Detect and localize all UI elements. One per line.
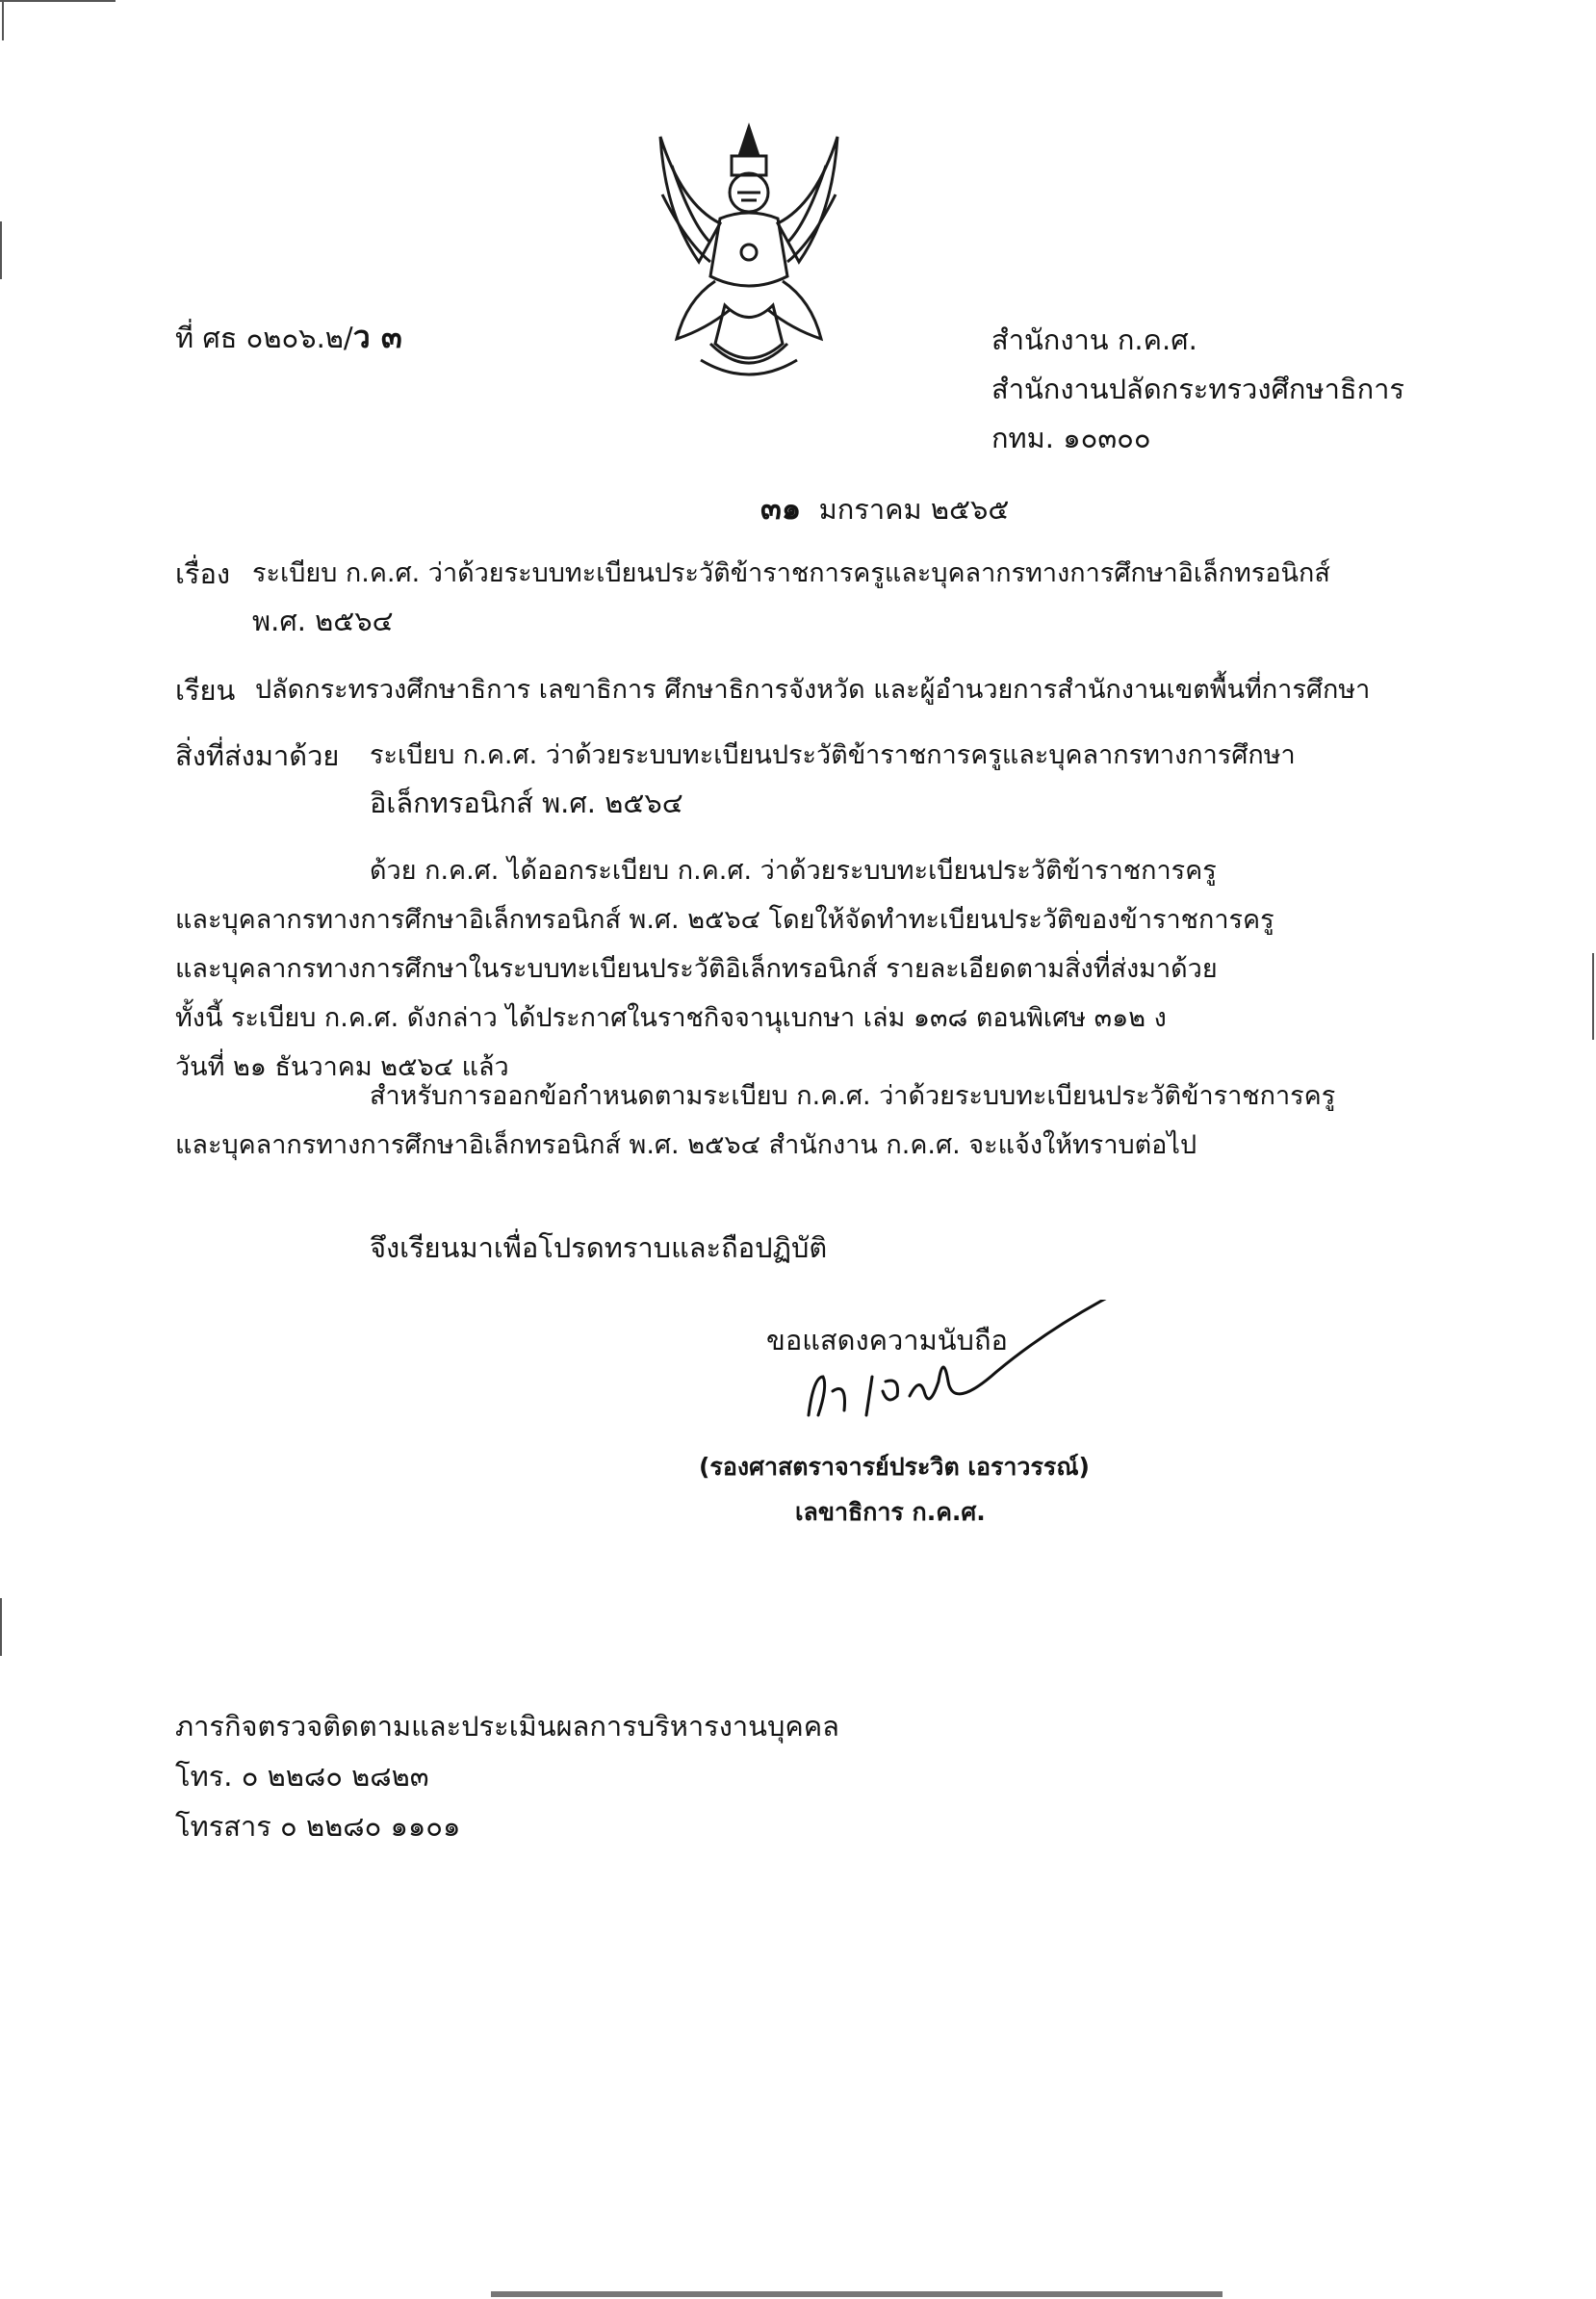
paragraph-1-line-4: ทั้งนี้ ระเบียบ ก.ค.ศ. ดังกล่าว ได้ประกาศในราชกิจจานุเบกษา เล่ม ๑๓๘ ตอนพิเศษ ๓๑๒ ง: [175, 1003, 1167, 1033]
recipient-text: ปลัดกระทรวงศึกษาธิการ เลขาธิการ ศึกษาธิการจังหวัด และผู้อำนวยการสำนักงานเขตพื้นที่การศึกษา: [255, 675, 1371, 705]
scan-edge-mark: [1592, 953, 1594, 1040]
subject-label: เรื่อง: [175, 557, 231, 590]
document-date: [760, 489, 1009, 529]
date-month-year: มกราคม ๒๕๖๕: [818, 493, 1010, 526]
reference-handwritten: ว ๓: [352, 319, 402, 355]
scan-edge-mark: [0, 0, 116, 2]
enclosure-line-2: อิเล็กทรอนิกส์ พ.ศ. ๒๕๖๔: [370, 787, 683, 819]
subject-line-2: พ.ศ. ๒๕๖๔: [252, 605, 394, 637]
scan-edge-mark: [491, 2291, 1223, 2297]
footer-phone: โทร. ๐ ๒๒๘๐ ๒๘๒๓: [175, 1760, 429, 1793]
paragraph-2-line-2: และบุคลากรทางการศึกษาอิเล็กทรอนิกส์ พ.ศ. ๒๕๖๔ สำนักงาน ก.ค.ศ. จะแจ้งให้ทราบต่อไป: [175, 1130, 1197, 1160]
office-postcode: กทม. ๑๐๓๐๐: [991, 422, 1151, 454]
subject-line-1: ระเบียบ ก.ค.ศ. ว่าด้วยระบบทะเบียนประวัติข้าราชการครูและบุคลากรทางการศึกษาอิเล็กทรอนิกส์: [252, 558, 1330, 588]
paragraph-1-line-2: และบุคลากรทางการศึกษาอิเล็กทรอนิกส์ พ.ศ. ๒๕๖๔ โดยให้จัดทำทะเบียนประวัติของข้าราชการครู: [175, 905, 1274, 935]
recipient-label: เรียน: [175, 674, 236, 707]
paragraph-1-line-3: และบุคลากรทางการศึกษาในระบบทะเบียนประวัติอิเล็กทรอนิกส์ รายละเอียดตามสิ่งที่ส่งมาด้วย: [175, 954, 1218, 984]
office-name: สำนักงาน ก.ค.ศ.: [991, 323, 1197, 356]
signatory-name: (รองศาสตราจารย์ประวิต เอราวรรณ์): [699, 1453, 1090, 1481]
paragraph-1-line-1: ด้วย ก.ค.ศ. ได้ออกระเบียบ ก.ค.ศ. ว่าด้วยระบบทะเบียนประวัติข้าราชการครู: [370, 856, 1217, 886]
office-ministry: สำนักงานปลัดกระทรวงศึกษาธิการ: [991, 373, 1404, 405]
scan-edge-mark: [0, 1598, 2, 1656]
document-reference: [175, 318, 402, 357]
handwritten-signature: [789, 1300, 1136, 1444]
paragraph-1-line-5: วันที่ ๒๑ ธันวาคม ๒๕๖๔ แล้ว: [175, 1052, 509, 1082]
enclosure-line-1: ระเบียบ ก.ค.ศ. ว่าด้วยระบบทะเบียนประวัติข้าราชการครูและบุคลากรทางการศึกษา: [370, 740, 1296, 770]
garuda-emblem-icon: [624, 108, 874, 387]
scan-edge-mark: [0, 221, 2, 279]
scan-edge-mark: [2, 2, 4, 40]
closing-salutation: ขอแสดงความนับถือ: [766, 1324, 1008, 1356]
footer-department: ภารกิจตรวจติดตามและประเมินผลการบริหารงานบุคคล: [175, 1710, 839, 1743]
paragraph-2-line-1: สำหรับการออกข้อกำหนดตามระเบียบ ก.ค.ศ. ว่าด้วยระบบทะเบียนประวัติข้าราชการครู: [370, 1081, 1336, 1111]
reference-number: ที่ ศธ ๐๒๐๖.๒/: [175, 322, 353, 354]
date-day: ๓๑: [760, 490, 802, 527]
signatory-title: เลขาธิการ ก.ค.ศ.: [795, 1498, 986, 1526]
paragraph-3: จึงเรียนมาเพื่อโปรดทราบและถือปฏิบัติ: [370, 1231, 828, 1264]
footer-fax: โทรสาร ๐ ๒๒๘๐ ๑๑๐๑: [175, 1810, 461, 1843]
enclosure-label: สิ่งที่ส่งมาด้วย: [175, 739, 340, 772]
